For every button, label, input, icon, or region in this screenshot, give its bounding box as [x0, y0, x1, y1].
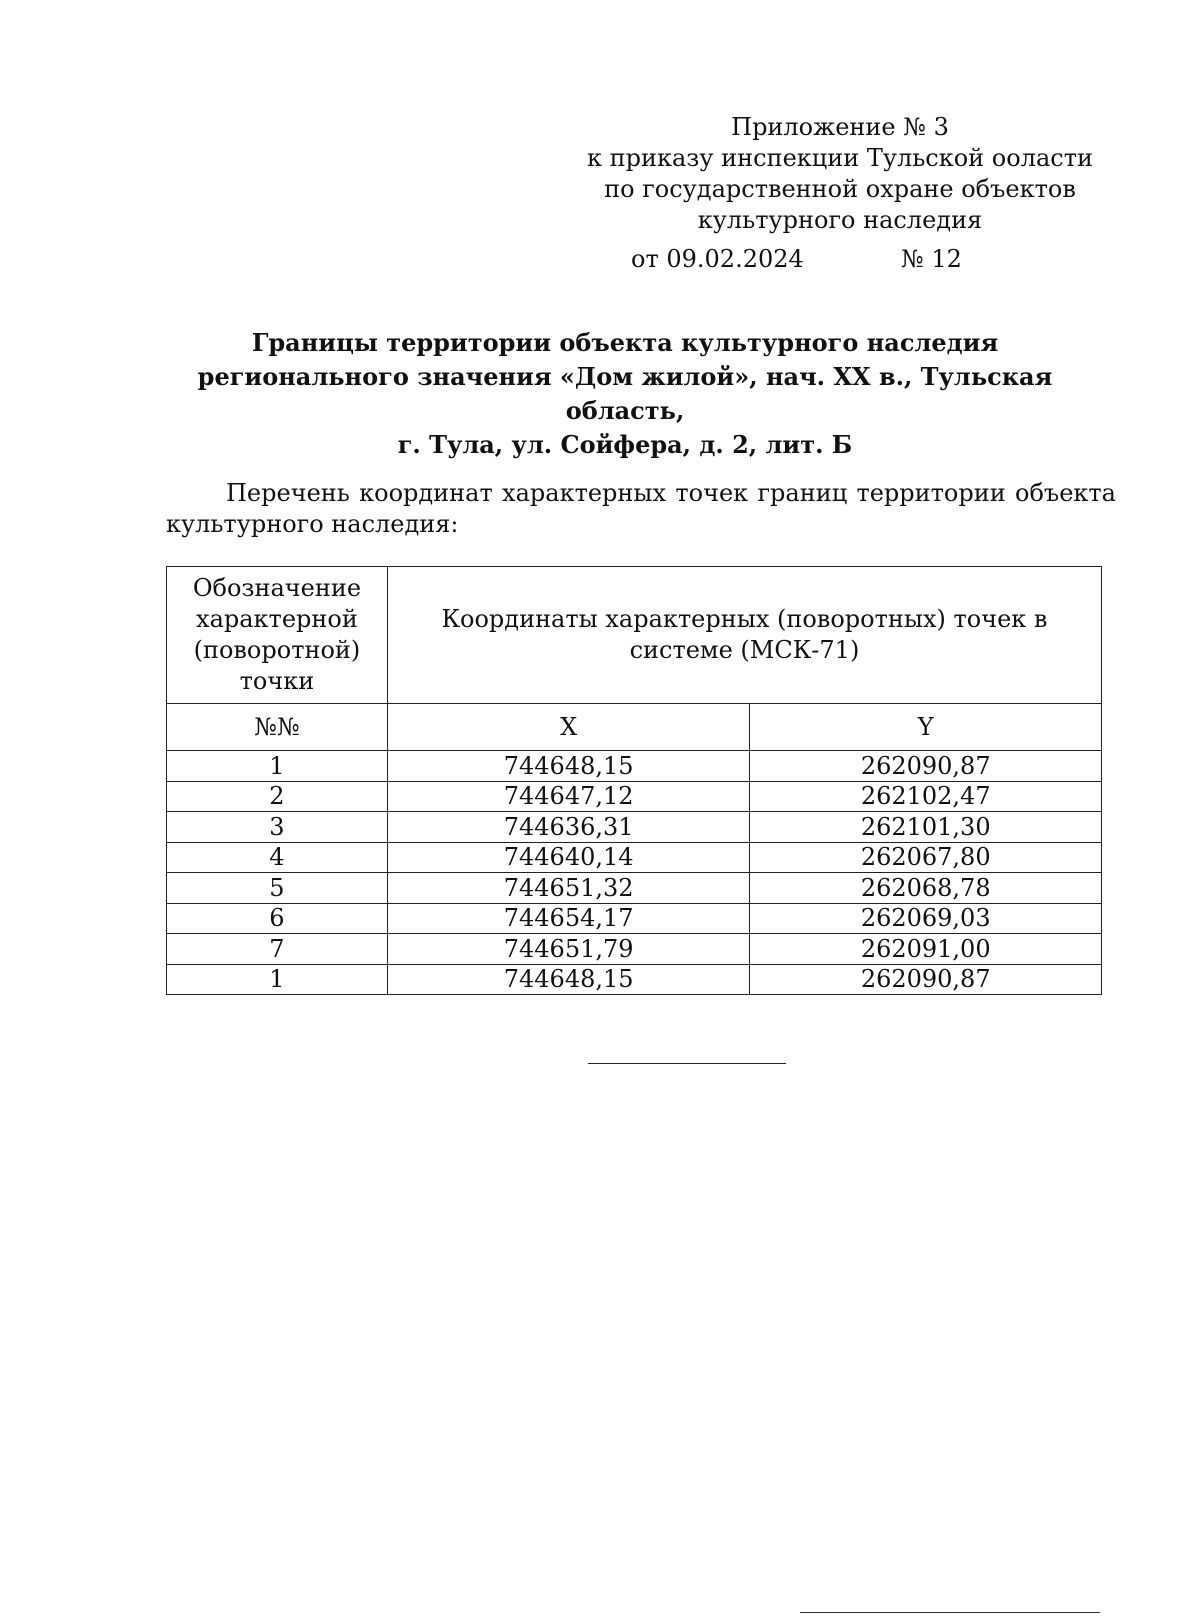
- table-body: [167, 751, 1102, 995]
- table-row: [167, 873, 1102, 904]
- cell-point-number: 3: [167, 812, 388, 843]
- cell-x: 744640,14: [387, 842, 750, 873]
- table-row: [167, 964, 1102, 995]
- cell-point-number: 1: [167, 751, 388, 782]
- cell-x: 744651,32: [387, 873, 750, 904]
- intro-text: Перечень координат характерных точек границ территории объекта культурного наследия:: [166, 479, 1116, 538]
- header-coords-line: Координаты характерных (поворотных) точек в: [441, 605, 1048, 633]
- cell-y: 262091,00: [750, 934, 1102, 965]
- header-point-designation: [167, 567, 388, 704]
- table-row: [167, 812, 1102, 843]
- cell-x: 744651,79: [387, 934, 750, 965]
- cell-x: 744636,31: [387, 812, 750, 843]
- title-line-2: регионального значения «Дом жилой», нач. XX в., Тульская область,: [197, 362, 1053, 425]
- cell-y: 262090,87: [750, 751, 1102, 782]
- cell-point-number: 2: [167, 781, 388, 812]
- appendix-header: [580, 112, 1100, 236]
- order-number: № 12: [901, 245, 962, 273]
- subheader-x: X: [387, 704, 750, 751]
- intro-paragraph: [166, 478, 1116, 540]
- cell-y: 262101,30: [750, 812, 1102, 843]
- cell-point-number: 4: [167, 842, 388, 873]
- appendix-agency-cont: культурного наследия: [697, 206, 983, 234]
- subheader-y: Y: [750, 704, 1102, 751]
- appendix-agency: по государственной охране объектов: [604, 175, 1076, 203]
- table-row: [167, 842, 1102, 873]
- header-point-line: Обозначение: [192, 574, 362, 602]
- appendix-title: Приложение № 3: [731, 113, 949, 141]
- title-line-3: г. Тула, ул. Сойфера, д. 2, лит. Б: [397, 430, 853, 459]
- end-divider: [588, 1063, 786, 1064]
- cell-x: 744648,15: [387, 751, 750, 782]
- title-line-1: Границы территории объекта культурного наследия: [251, 328, 999, 357]
- table-row: [167, 781, 1102, 812]
- document-title: [150, 326, 1100, 462]
- order-date: от 09.02.2024: [631, 245, 804, 273]
- table-row: [167, 903, 1102, 934]
- header-point-line: точки: [239, 667, 315, 695]
- coordinates-table: [166, 566, 1102, 995]
- table-row: [167, 751, 1102, 782]
- appendix-order-ref: к приказу инспекции Тульской ооласти: [587, 144, 1093, 172]
- cell-y: 262068,78: [750, 873, 1102, 904]
- cell-y: 262102,47: [750, 781, 1102, 812]
- cell-point-number: 1: [167, 964, 388, 995]
- cell-point-number: 5: [167, 873, 388, 904]
- subheader-number: №№: [167, 704, 388, 751]
- cell-y: 262090,87: [750, 964, 1102, 995]
- header-point-line: характерной: [196, 605, 358, 633]
- cell-x: 744647,12: [387, 781, 750, 812]
- header-point-line: (поворотной): [193, 636, 361, 664]
- cell-point-number: 7: [167, 934, 388, 965]
- header-coordinates: [387, 567, 1101, 704]
- table-subheader-row: [167, 704, 1102, 751]
- cell-y: 262067,80: [750, 842, 1102, 873]
- table-header-row: [167, 567, 1102, 704]
- cell-x: 744654,17: [387, 903, 750, 934]
- header-coords-line: системе (МСК-71): [629, 636, 860, 664]
- footer-rule: [800, 1612, 1100, 1613]
- cell-x: 744648,15: [387, 964, 750, 995]
- cell-y: 262069,03: [750, 903, 1102, 934]
- table-row: [167, 934, 1102, 965]
- cell-point-number: 6: [167, 903, 388, 934]
